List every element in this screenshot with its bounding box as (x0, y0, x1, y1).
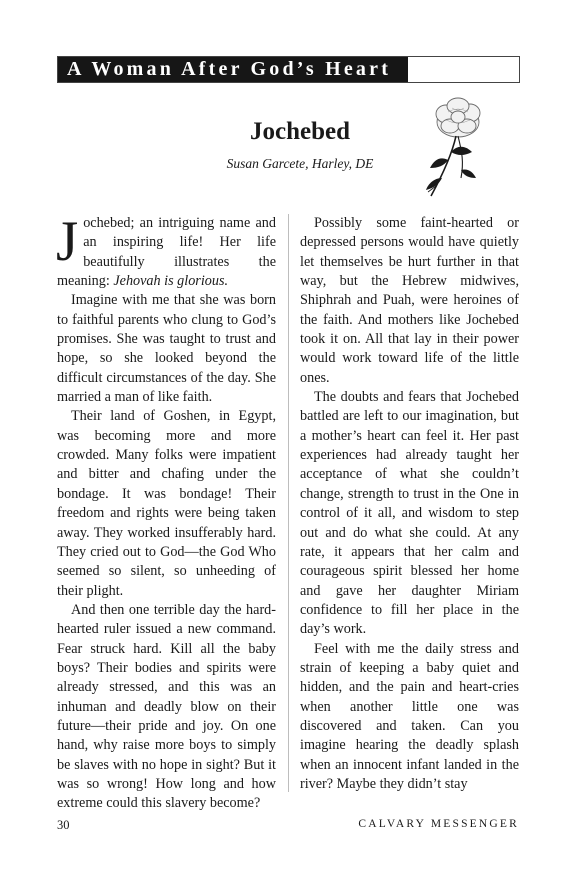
byline: Susan Garcete, Harley, DE (226, 156, 374, 171)
article-column-left (56, 210, 276, 814)
section-title: A Woman After God’s Heart (58, 57, 408, 82)
flower-icon (418, 92, 498, 202)
paragraph: The doubts and fears that Jochebed battled are left to our imagination, but a mother’s heart can feel it. Her past experiences had already taught her acceptance of what she couldn’t change, strength to trust in the One in control of it all, and wisdom to step out and do what she could. At any rate, it appears that her calm and courageous spirit blessed her home and gave her daughter Miriam confidence to fill her place in the day’s work. (300, 389, 519, 638)
publication-name: CALVARY MESSENGER (358, 818, 519, 830)
paragraph: Feel with me the daily stress and strain of keeping a baby quiet and hidden, and the pain and heart-cries when another little one was discovered and taken. Can you imagine hearing the deadly splash when an innocent infant landed in the river? Maybe they didn’t stay (300, 640, 519, 792)
paragraph (56, 210, 276, 291)
column-divider (288, 214, 289, 792)
article-title: Jochebed (250, 118, 350, 145)
paragraph: Possibly some faint-hearted or depressed persons would have quietly let themselves be hurt further in that way, but the Hebrew midwives, Shiphrah and Puah, were heroines of the faith. And mothers like Jochebed took it on. All that lay in their power would work toward life of the little ones. (300, 215, 519, 386)
emphasis-text: Jehovah is glorious. (113, 273, 229, 290)
paragraph-text: ochebed; an intriguing name and an inspiring life! Her life beautifully illustrates the meaning: (57, 215, 276, 290)
article-column-right (300, 214, 519, 794)
paragraph: Their land of Goshen, in Egypt, was becoming more and more crowded. Many folks were impatient and bitter and chafing under the bondage. It was bondage! Their freedom and rights were being taken away. They worked insufferably hard. They cried out to God—the God Who seemed so silent, so unheeding of their plight. (57, 408, 276, 599)
paragraph: Imagine with me that she was born to faithful parents who clung to God’s promises. She was taught to trust and hope, so she looked beyond the difficult circumstances of the day. She married a man of like faith. (57, 292, 276, 406)
drop-cap: J (56, 210, 79, 273)
section-banner (57, 56, 520, 83)
page-number: 30 (57, 818, 70, 832)
paragraph: And then one terrible day the hard-hearted ruler issued a new command. Fear struck hard. Kill all the baby boys? Their bodies and spirits were already stressed, and this was an inhuman and deadly blow on their future—their pride and joy. On one hand, why raise more boys to simply be slaves with no hope in sight? But it was so wrong! How long and how extreme could this slavery become? (57, 601, 276, 812)
